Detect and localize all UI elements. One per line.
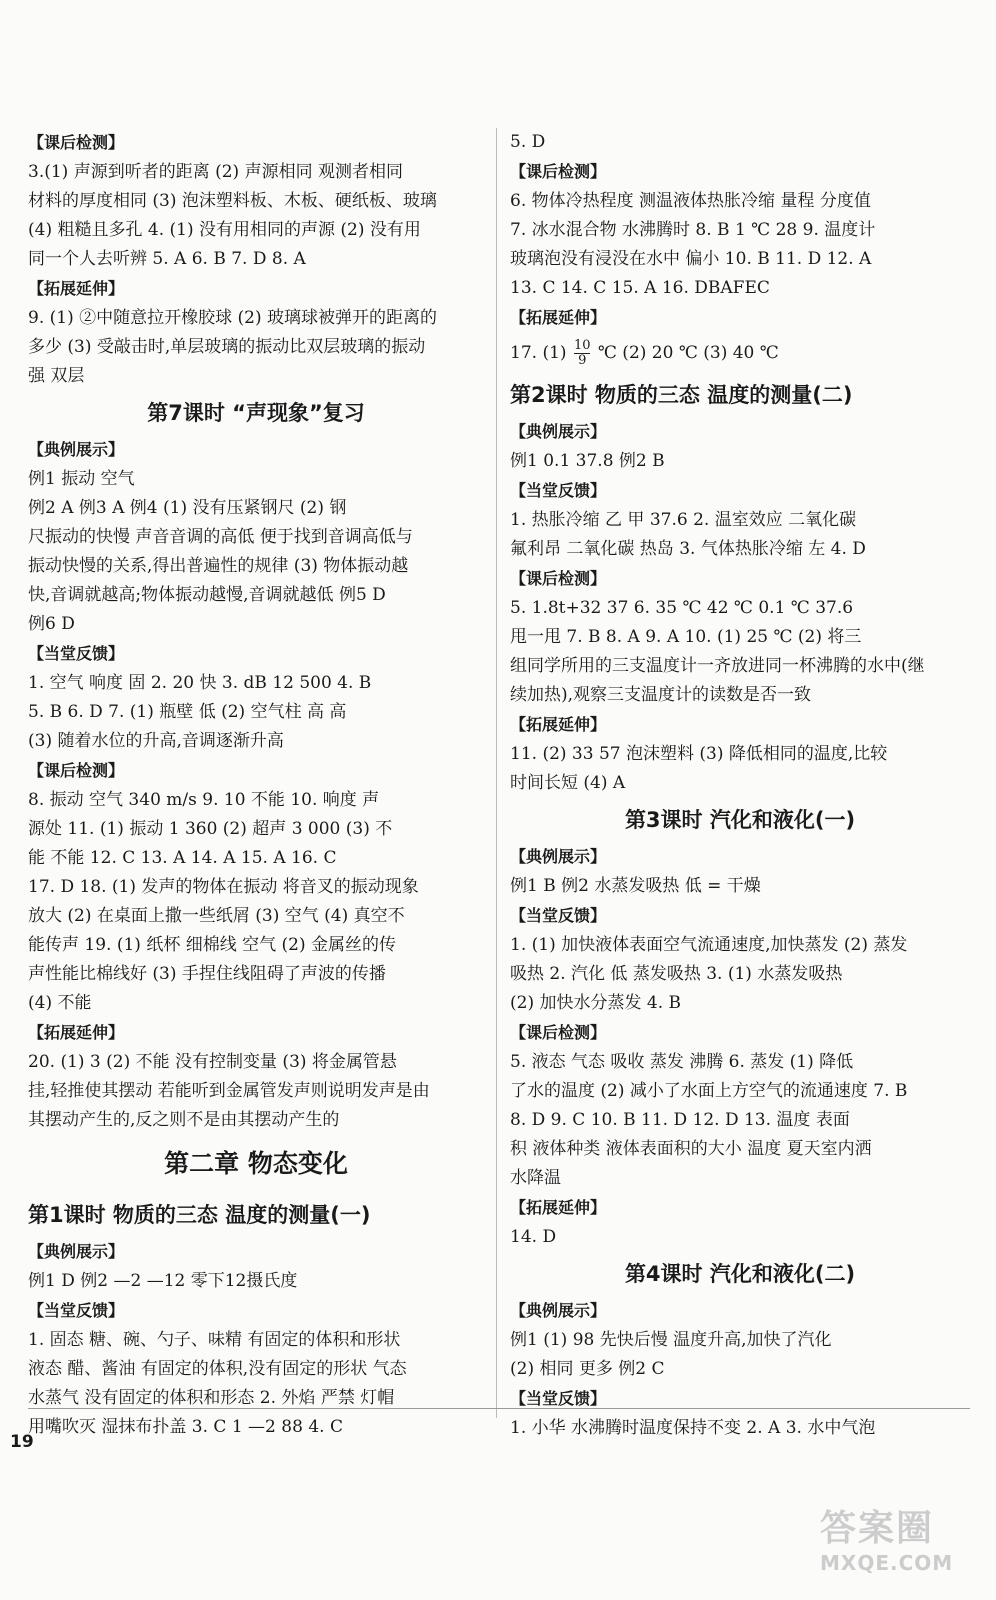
chapter-heading: 第二章 物态变化 <box>164 1149 348 1178</box>
section-tag: 【 拓展延伸 】 <box>28 1018 484 1048</box>
answer-line: 液态 醋、酱油 有固定的体积,没有固定的形状 气态 <box>28 1359 407 1379</box>
answer-line: 例1 0.1 37.8 例2 B <box>510 451 665 471</box>
answer-line: 8. D 9. C 10. B 11. D 12. D 13. 温度 表面 <box>510 1110 850 1130</box>
answer-line: 3.(1) 声源到听者的距离 (2) 声源相同 观测者相同 <box>28 162 403 182</box>
answer-line: 1. 小华 水沸腾时温度保持不变 2. A 3. 水中气泡 <box>510 1418 876 1438</box>
section-tag: 【 典例展示 】 <box>510 417 970 447</box>
section-tag: 【 典例展示 】 <box>28 1237 484 1267</box>
answer-line: 5. D <box>510 132 546 152</box>
answer-line: 13. C 14. C 15. A 16. DBAFEC <box>510 278 770 298</box>
answer-line: 1. 热胀冷缩 乙 甲 37.6 2. 温室效应 二氧化碳 <box>510 510 857 530</box>
answer-line: 例2 A 例3 A 例4 (1) 没有压紧钢尺 (2) 钢 <box>28 498 347 518</box>
watermark-logo: 答案圈 <box>820 1508 935 1549</box>
page-number: 19 <box>10 1432 34 1452</box>
answer-text: 17. (1) <box>510 343 572 363</box>
lesson-heading: 第4课时 汽化和液化(二) <box>624 1262 856 1286</box>
answer-line: 5. 液态 气态 吸收 蒸发 沸腾 6. 蒸发 (1) 降低 <box>510 1052 854 1072</box>
lesson-heading: 第3课时 汽化和液化(一) <box>624 808 856 832</box>
answer-line: 能 不能 12. C 13. A 14. A 15. A 16. C <box>28 848 337 868</box>
section-tag: 【 当堂反馈 】 <box>28 639 484 669</box>
answer-line: 玻璃泡没有浸没在水中 偏小 10. B 11. D 12. A <box>510 249 872 269</box>
fraction-denominator: 9 <box>578 353 587 368</box>
answer-line: 吸热 2. 汽化 低 蒸发吸热 3. (1) 水蒸发吸热 <box>510 964 843 984</box>
answer-line: 同一个人去听辨 5. A 6. B 7. D 8. A <box>28 249 306 269</box>
answer-block <box>510 1223 970 1252</box>
answer-block <box>510 1048 970 1193</box>
answer-line: 例1 振动 空气 <box>28 469 135 489</box>
answer-line: 甩一甩 7. B 8. A 9. A 10. (1) 25 ℃ (2) 将三 <box>510 627 862 647</box>
answer-line: 例1 (1) 98 先快后慢 温度升高,加快了汽化 <box>510 1330 832 1350</box>
section-tag: 【 课后检测 】 <box>510 157 970 187</box>
fraction-answer-line <box>510 333 970 373</box>
section-tag: 【 当堂反馈 】 <box>510 1384 970 1414</box>
answer-line: 积 液体种类 液体表面积的大小 温度 夏天室内洒 <box>510 1139 872 1159</box>
answer-line: 例6 D <box>28 614 75 634</box>
answer-line: 17. D 18. (1) 发声的物体在振动 将音叉的振动现象 <box>28 877 419 897</box>
answer-block <box>28 158 484 274</box>
section-tag: 【 课后检测 】 <box>510 1018 970 1048</box>
answer-line: 源处 11. (1) 振动 1 360 (2) 超声 3 000 (3) 不 <box>28 819 393 839</box>
answer-block <box>510 128 970 157</box>
answer-line: 1. 空气 响度 固 2. 20 快 3. dB 12 500 4. B <box>28 673 372 693</box>
answer-line: 14. D <box>510 1227 557 1247</box>
answer-line: 例1 B 例2 水蒸发吸热 低 = 干燥 <box>510 876 761 896</box>
watermark <box>820 1500 970 1575</box>
section-tag: 【 典例展示 】 <box>510 842 970 872</box>
answer-line: 尺振动的快慢 声音音调的高低 便于找到音调高低与 <box>28 527 413 547</box>
answer-line: 放大 (2) 在桌面上撒一些纸屑 (3) 空气 (4) 真空不 <box>28 906 405 926</box>
answer-line: 1. 固态 糖、碗、勺子、味精 有固定的体积和形状 <box>28 1330 401 1350</box>
answer-line: 强 双层 <box>28 366 85 386</box>
answer-line: 水降温 <box>510 1168 561 1188</box>
section-tag: 【 课后检测 】 <box>28 128 484 158</box>
answer-line: 快,音调就越高;物体振动越慢,音调就越低 例5 D <box>28 585 386 605</box>
section-tag: 【 典例展示 】 <box>510 1296 970 1326</box>
section-tag: 【 课后检测 】 <box>28 756 484 786</box>
section-tag: 【 拓展延伸 】 <box>510 303 970 333</box>
answer-line: 能传声 19. (1) 纸杯 细棉线 空气 (2) 金属丝的传 <box>28 935 397 955</box>
answer-line: 组同学所用的三支温度计一齐放进同一杯沸腾的水中(继 <box>510 656 925 676</box>
column-divider <box>496 128 497 1418</box>
answer-line: 6. 物体冷热程度 测温液体热胀冷缩 量程 分度值 <box>510 191 871 211</box>
section-tag: 【 当堂反馈 】 <box>28 1296 484 1326</box>
answer-text: ℃ (2) 20 ℃ (3) 40 ℃ <box>592 343 779 363</box>
answer-block <box>510 594 970 710</box>
answer-line: 11. (2) 33 57 泡沫塑料 (3) 降低相同的温度,比较 <box>510 744 888 764</box>
section-tag: 【 拓展延伸 】 <box>28 274 484 304</box>
lesson-heading: 第7课时 “声现象”复习 <box>147 401 365 425</box>
section-tag: 【 当堂反馈 】 <box>510 901 970 931</box>
answer-line: (3) 随着水位的升高,音调逐渐升高 <box>28 731 284 751</box>
answer-block <box>28 669 484 756</box>
answer-line: 了水的温度 (2) 减小了水面上方空气的流通速度 7. B <box>510 1081 908 1101</box>
answer-block <box>28 465 484 639</box>
answer-line: 挂,轻推使其摆动 若能听到金属管发声则说明发声是由 <box>28 1081 430 1101</box>
answer-line: 氟利昂 二氧化碳 热岛 3. 气体热胀冷缩 左 4. D <box>510 539 866 559</box>
answer-line: 续加热),观察三支温度计的读数是否一致 <box>510 685 812 705</box>
left-column <box>28 128 484 1442</box>
answer-line: 多少 (3) 受敲击时,单层玻璃的振动比双层玻璃的振动 <box>28 337 426 357</box>
answer-line: 用嘴吹灭 湿抹布扑盖 3. C 1 —2 88 4. C <box>28 1417 343 1437</box>
answer-line: (4) 不能 <box>28 993 92 1013</box>
answer-block <box>28 786 484 1018</box>
answer-line: 20. (1) 3 (2) 不能 没有控制变量 (3) 将金属管悬 <box>28 1052 397 1072</box>
right-column <box>510 128 970 1443</box>
answer-line: 水蒸气 没有固定的体积和形态 2. 外焰 严禁 灯帽 <box>28 1388 395 1408</box>
answer-block <box>28 1326 484 1442</box>
section-tag: 【 课后检测 】 <box>510 564 970 594</box>
answer-line: 5. B 6. D 7. (1) 瓶壁 低 (2) 空气柱 高 高 <box>28 702 347 722</box>
answer-line: 7. 冰水混合物 水沸腾时 8. B 1 ℃ 28 9. 温度计 <box>510 220 876 240</box>
answer-block <box>510 931 970 1018</box>
answer-block <box>510 872 970 901</box>
answer-block <box>510 447 970 476</box>
answer-block <box>28 304 484 391</box>
answer-block <box>510 506 970 564</box>
answer-line: 5. 1.8t+32 37 6. 35 ℃ 42 ℃ 0.1 ℃ 37.6 <box>510 598 854 618</box>
answer-block <box>510 1414 970 1443</box>
answer-line: 1. (1) 加快液体表面空气流通速度,加快蒸发 (2) 蒸发 <box>510 935 908 955</box>
answer-block <box>28 1048 484 1135</box>
answer-line: 时间长短 (4) A <box>510 773 626 793</box>
answer-block <box>510 187 970 303</box>
section-tag: 【 当堂反馈 】 <box>510 476 970 506</box>
answer-block <box>510 1326 970 1384</box>
footer-rule <box>28 1408 970 1409</box>
answer-block <box>510 740 970 798</box>
watermark-url: MXQE.COM <box>820 1551 954 1575</box>
answer-block <box>28 1267 484 1296</box>
answer-line: 8. 振动 空气 340 m/s 9. 10 不能 10. 响度 声 <box>28 790 380 810</box>
section-tag: 【 典例展示 】 <box>28 435 484 465</box>
answer-line: (2) 相同 更多 例2 C <box>510 1359 665 1379</box>
lesson-heading: 第2课时 物质的三态 温度的测量(二) <box>510 383 853 407</box>
section-tag: 【 拓展延伸 】 <box>510 1193 970 1223</box>
answer-line: (4) 粗糙且多孔 4. (1) 没有用相同的声源 (2) 没有用 <box>28 220 421 240</box>
section-tag: 【 拓展延伸 】 <box>510 710 970 740</box>
answer-line: (2) 加快水分蒸发 4. B <box>510 993 682 1013</box>
lesson-heading: 第1课时 物质的三态 温度的测量(一) <box>28 1203 371 1227</box>
answer-line: 例1 D 例2 —2 —12 零下12摄氏度 <box>28 1271 298 1291</box>
answer-line: 声性能比棉线好 (3) 手捏住线阻碍了声波的传播 <box>28 964 386 984</box>
fraction-numerator: 10 <box>573 338 591 353</box>
answer-line: 9. (1) ②中随意拉开橡胶球 (2) 玻璃球被弹开的距离的 <box>28 308 437 328</box>
answer-line: 材料的厚度相同 (3) 泡沫塑料板、木板、硬纸板、玻璃 <box>28 191 437 211</box>
answer-line: 其摆动产生的,反之则不是由其摆动产生的 <box>28 1110 340 1130</box>
answer-line: 振动快慢的关系,得出普遍性的规律 (3) 物体振动越 <box>28 556 409 576</box>
fraction <box>574 339 591 368</box>
